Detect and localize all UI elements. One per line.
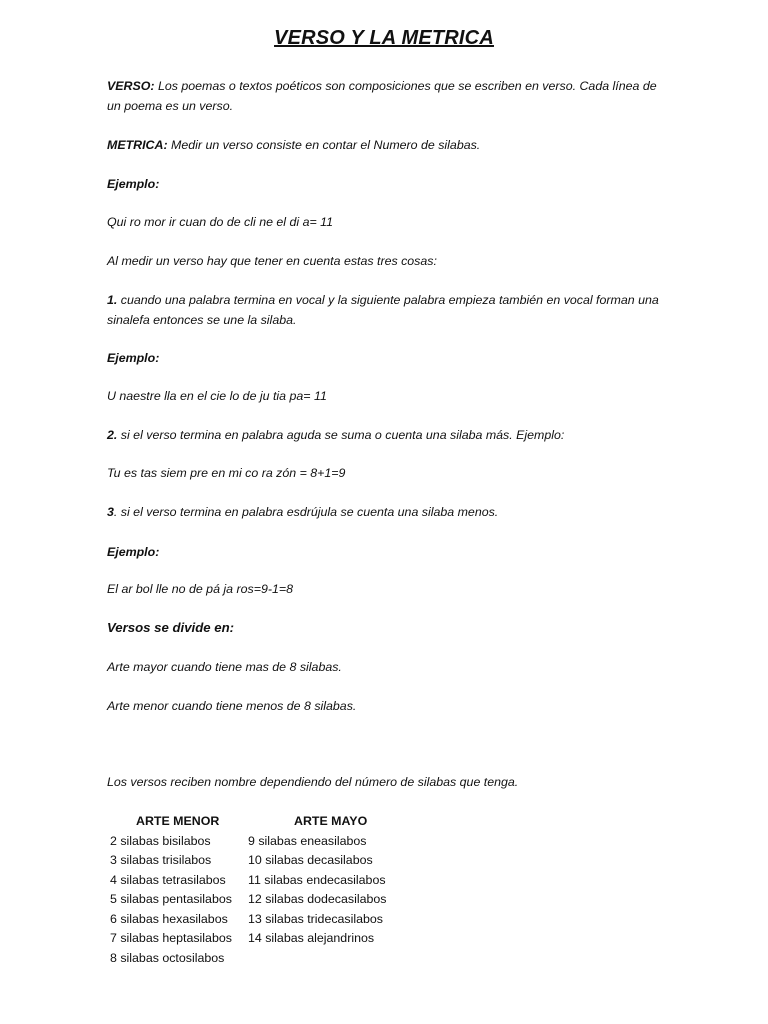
rule-1-text: cuando una palabra termina en vocal y la siguiente palabra empieza también en vocal forman una sinalefa entonces se une la silaba. <box>107 293 659 327</box>
arte-menor-column <box>110 812 250 968</box>
table-row: 12 silabas dodecasilabos <box>248 892 387 906</box>
arte-mayor-column <box>248 812 418 949</box>
example-1: Qui ro mor ir cuan do de cli ne el di a= 11 <box>107 215 334 229</box>
table-row: 5 silabas pentasilabos <box>110 892 232 906</box>
arte-menor-header: ARTE MENOR <box>136 814 220 828</box>
metrica-label: METRICA: <box>107 138 168 152</box>
rule-3-text: . si el verso termina en palabra esdrújula se cuenta una silaba menos. <box>113 505 499 519</box>
arte-mayor-definition: Arte mayor cuando tiene mas de 8 silabas. <box>107 660 342 674</box>
table-row: 14 silabas alejandrinos <box>248 931 375 945</box>
verso-text: Los poemas o textos poéticos son composiciones que se escriben en verso. Cada línea de un poema es un verso. <box>107 79 657 113</box>
rule-1-number: 1. <box>107 293 118 307</box>
ejemplo-label-3: Ejemplo: <box>107 545 160 559</box>
ejemplo-label-2: Ejemplo: <box>107 351 160 365</box>
metrica-text: Medir un verso consiste en contar el Numero de silabas. <box>167 138 481 152</box>
example-2: U naestre lla en el cie lo de ju tia pa= 11 <box>107 389 327 403</box>
rule-3 <box>107 502 667 522</box>
rule-2 <box>107 425 667 445</box>
table-row: 7 silabas heptasilabos <box>110 931 232 945</box>
example-3: Tu es tas siem pre en mi co ra zón = 8+1=9 <box>107 466 346 480</box>
example-4: El ar bol lle no de pá ja ros=9-1=8 <box>107 582 293 596</box>
table-row: 13 silabas tridecasilabos <box>248 911 383 926</box>
table-row: 3 silabas trisilabos <box>110 853 212 867</box>
metrica-definition <box>107 135 667 155</box>
rules-intro: Al medir un verso hay que tener en cuenta estas tres cosas: <box>107 254 437 268</box>
table-row: 2 silabas bisilabos <box>110 833 211 848</box>
table-row: 8 silabas octosilabos <box>110 950 225 965</box>
rule-2-number: 2. <box>107 428 118 442</box>
arte-mayor-header: ARTE MAYO <box>294 814 368 828</box>
page-title: VERSO Y LA METRICA <box>274 27 494 49</box>
names-intro: Los versos reciben nombre dependiendo del número de silabas que tenga. <box>107 775 519 789</box>
ejemplo-label-1: Ejemplo: <box>107 177 160 191</box>
table-row: 4 silabas tetrasilabos <box>110 872 226 887</box>
verso-label: VERSO: <box>107 79 155 93</box>
table-row: 6 silabas hexasilabos <box>110 911 228 926</box>
divide-heading: Versos se divide en: <box>107 620 235 635</box>
rule-3-number: 3 <box>107 505 114 519</box>
arte-menor-definition: Arte menor cuando tiene menos de 8 silabas. <box>107 699 357 713</box>
rule-1 <box>107 290 667 330</box>
rule-2-text: si el verso termina en palabra aguda se suma o cuenta una silaba más. Ejemplo: <box>117 428 565 442</box>
table-row: 11 silabas endecasilabos <box>248 872 386 887</box>
table-row: 9 silabas eneasilabos <box>248 833 367 848</box>
table-row: 10 silabas decasilabos <box>248 853 373 867</box>
verso-definition <box>107 76 667 116</box>
